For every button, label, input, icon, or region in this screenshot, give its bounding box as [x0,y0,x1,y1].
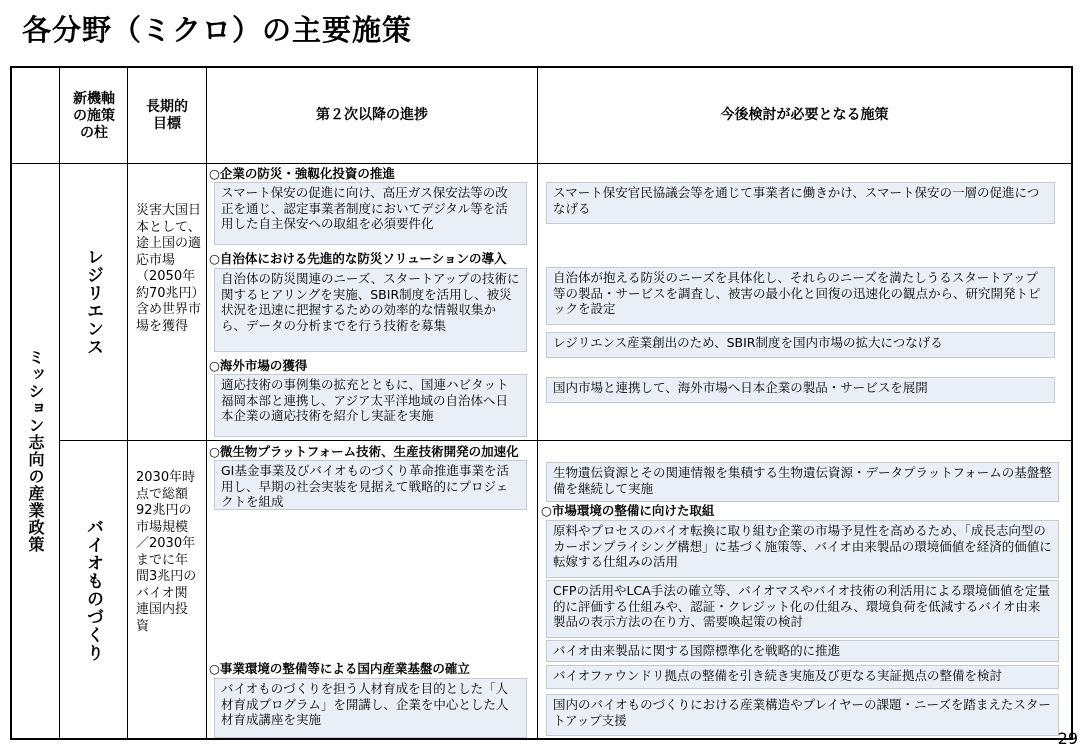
resilience-sec1-title: ○企業の防災・強靱化投資の推進 [209,166,395,181]
resilience-sec1-text: スマート保安の促進に向け、高圧ガス保安法等の改正を通じ、認定事業者制度においてデジタル等を活用した自主保安への取組を必須要件化 [214,182,527,245]
resilience-sec2-text: 自治体の防災関連のニーズ、スタートアップの技術に関するヒアリングを実施、SBIR制度を活用し、被災状況を迅速に把握するための効率的な情報収集から、データの分析までを行う技術を募集 [214,268,527,352]
table-border-bottom [10,738,1072,740]
header-pillar: 新機軸の施策の柱 [73,90,115,141]
mission-label: ミッション志向の産業政策 [26,349,45,553]
resilience-sec2-title: ○自治体における先進的な防災ソリューションの導入 [209,251,507,266]
bio-future-title: ○市場環境の整備に向けた取組 [541,503,715,518]
resilience-future-3: レジリエンス産業創出のため、SBIR制度を国内市場の拡大につなげる [546,332,1055,358]
resilience-sec3-title: ○海外市場の獲得 [209,358,308,373]
header-future: 今後検討が必要となる施策 [720,107,889,123]
bio-sec1-title: ○微生物プラットフォーム技術、生産技術開発の加速化 [209,444,519,459]
page-title: 各分野（ミクロ）の主要施策 [22,13,413,47]
bio-goal: 2030年時点で総額92兆円の市場規模／2030年までに年間3兆円のバイオ関連国内投資 [136,470,197,634]
resilience-label: レジリエンス [83,248,103,356]
row-divider [59,440,1072,441]
bio-future-3: CFPの活用やLCA手法の確立等、バイオマスやバイオ技術の利活用による環境価値を定量的に評価する仕組みや、認証・クレジット化の仕組み、環境負荷を低減するバイオ由来製品の表示方法の在り方、需要喚起策の検討 [546,580,1059,638]
resilience-future-4: 国内市場と連携して、海外市場へ日本企業の製品・サービスを展開 [546,377,1055,403]
page-number: 29 [1057,729,1078,748]
bio-future-1: 生物遺伝資源とその関連情報を集積する生物遺伝資源・データプラットフォームの基盤整備を継続して実施 [546,462,1059,502]
table-border-right [1071,66,1073,740]
bio-future-2: 原料やプロセスのバイオ転換に取り組む企業の市場予見性を高めるため、「成長志向型のカーボンプライシング構想」に基づく施策等、バイオ由来製品の環境価値を経済的価値に転嫁する仕組みの活用 [546,520,1059,578]
bio-sec2-text: バイオものづくりを担う人材育成を目的とした「人材育成プログラム」を開講し、企業を中心とした人材育成講座を実施 [214,678,527,738]
resilience-future-2: 自治体が抱える防災のニーズを具体化し、それらのニーズを満たしうるスタートアップ等の製品・サービスを調査し、被害の最小化と回復の迅速化の観点から、研究開発トピックを設定 [546,267,1055,325]
bio-sec2-title: ○事業環境の整備等による国内産業基盤の確立 [209,661,470,676]
bio-sec1-text: GI基金事業及びバイオものづくり革命推進事業を活用し、早期の社会実装を見据えて戦略的にプロジェクトを組成 [214,460,527,510]
bio-future-6: 国内のバイオものづくりにおける産業構造やプレイヤーの課題・ニーズを踏まえたスタートアップ支援 [546,694,1059,736]
header-progress: 第２次以降の進捗 [316,107,428,123]
col-divider-3 [206,66,207,740]
col-divider-2 [127,66,128,740]
resilience-future-1: スマート保安官民協議会等を通じて事業者に働きかけ、スマート保安の一層の促進につなげる [546,182,1055,224]
bio-label: バイオものづくり [83,517,103,662]
header-divider [10,163,1072,164]
resilience-sec3-text: 適応技術の事例集の拡充とともに、国連ハビタット福岡本部と連携し、アジア太平洋地域の自治体へ日本企業の適応技術を紹介し実証を実施 [214,374,527,437]
resilience-goal: 災害大国日本として、途上国の適応市場（2050年約70兆円）含め世界市場を獲得 [136,203,202,334]
bio-future-5: バイオファウンドリ拠点の整備を引き続き実施及び更なる実証拠点の整備を検討 [546,665,1059,689]
bio-future-4: バイオ由来製品に関する国際標準化を戦略的に推進 [546,640,1059,662]
col-divider-4 [537,66,538,740]
header-goal: 長期的目標 [146,99,188,132]
